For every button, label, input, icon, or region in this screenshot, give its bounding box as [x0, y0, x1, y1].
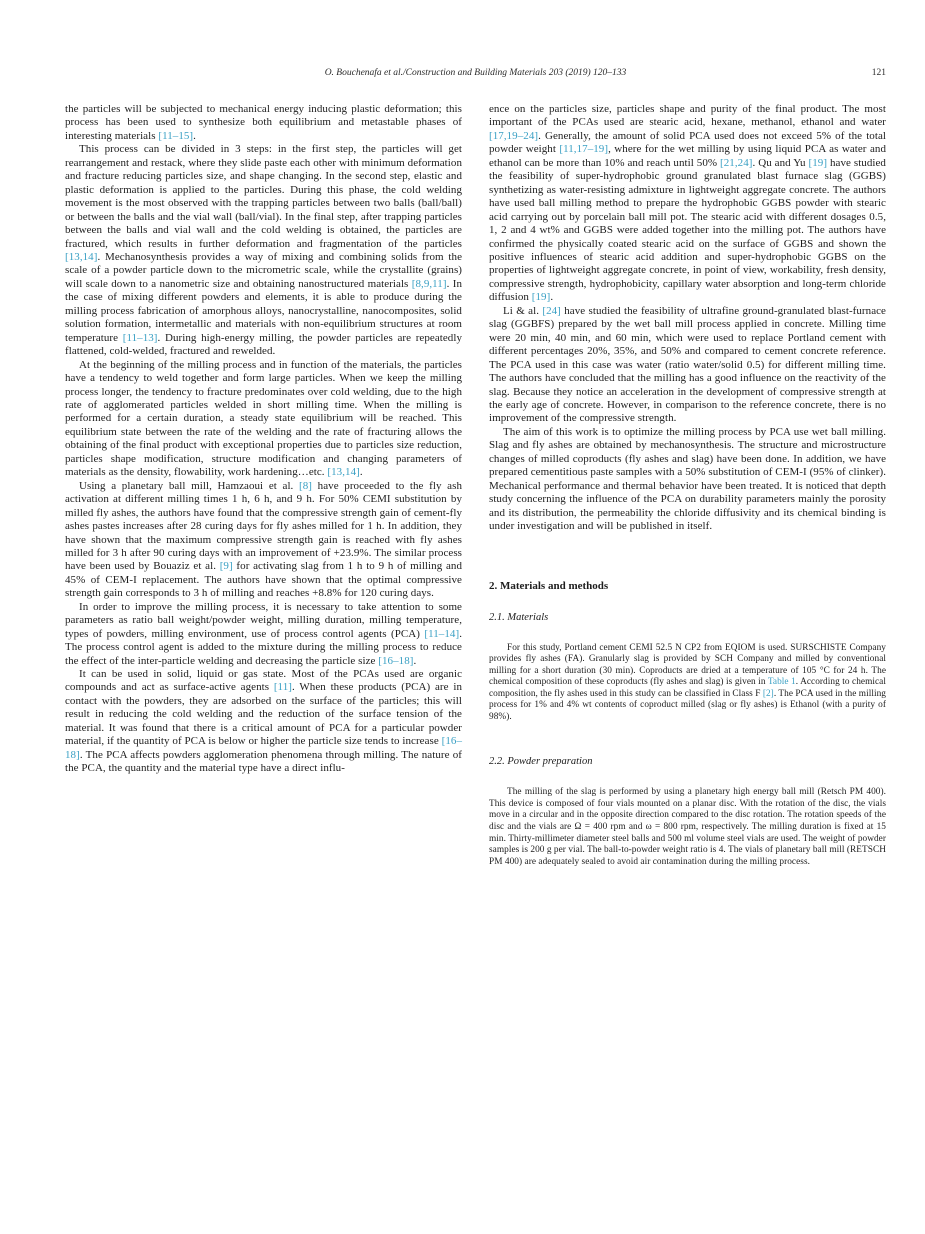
citation-link[interactable]: [16–18]	[378, 654, 414, 667]
paragraph: the particles will be subjected to mechanical energy inducing plastic deformation; this process has been used to synthesize both equilibrium and metastable phases of interesting materials [11–15].	[65, 103, 462, 142]
page-number: 121	[871, 68, 886, 78]
citation-link[interactable]: [8]	[299, 479, 312, 492]
citation-link[interactable]: [17,19–24]	[489, 129, 539, 142]
citation-link[interactable]: [16–18]	[65, 735, 462, 761]
citation-link[interactable]: [11,17–19]	[559, 143, 609, 156]
paragraph: The milling of the slag is performed by using a planetary high energy ball mill (Retsch PM 400). This device is composed of four vials mounted on a planar disc. With the rotation of the disc, the vials move in a circular and in the opposite direction compared to the disc rotation. The rotation speeds of the disc and the vials are Ω = 400 rpm and ω = 800 rpm, respectively. The milling duration is fixed at 15 min. Thirty-millimeter diameter steel balls and 500 ml volume steel vials are used. The weight of powder samples is 200 g per vial. The ball-to-powder weight ratio is 4. The vials of planetary ball mill (RETSCH PM 400) are adequately sealed to avoid air contamination during the milling process.	[489, 787, 886, 867]
citation-link[interactable]: [11]	[273, 681, 292, 694]
citation-link[interactable]: [8,9,11]	[411, 277, 447, 290]
citation-link[interactable]: [24]	[542, 304, 561, 317]
citation-link[interactable]: [9]	[219, 560, 233, 573]
paragraph: This process can be divided in 3 steps: in the first step, the particles will get rearrangement and restack, where they slide paste each other with minimum deformation and fracture reducing particles size, and shape changing. In the second step, elastic and plastic deformation is applied to the particles. During this phase, the cold welding movement is the most observed with the trapping particles between two balls (ball/ball) or between the balls and the vial wall (ball/vial). In the final step, after trapping particles between the balls and vial wall and the cold welding is obtained, the particles are fractured, which results in further deformation and fragmentation of the particles [13,14]. Mechanosynthesis provides a way of mixing and combining solids from the scale of a powder particle down to the micrometric scale, while the crystallite (grains) will scale down to a nanometric size and obtaining nanostructured materials [8,9,11]. In the case of mixing different powders and elements, it is able to produce during the milling process fabrication of amorphous alloys, nanocrystalline, nanocomposites, solid solution formation, intermetallic and materials with non-equilibrium structures at room temperature [11–13]. During high-energy milling, the powder particles are repeatedly flattened, cold-welded, fractured and rewelded.	[65, 143, 463, 358]
paragraph: It can be used in solid, liquid or gas state. Most of the PCAs used are organic compounds and act as surface-active agents [11]. When these products (PCA) are in contact with the powders, they are adsorbed on the surface of the particles; this will result in reducing the cold welding and the reduction of the surface tension of the material. It was found that there is a critical amount of PCA for a particular powder material, if the quantity of PCA is below or higher the particle size tends to increase [16–18]. The PCA affects powders agglomeration phenomena through milling. The nature of the PCA, the quantity and the material type have a direct influ-	[65, 668, 462, 775]
citation-link[interactable]: [11–13]	[122, 331, 158, 344]
content-columns	[65, 103, 886, 868]
citation-link[interactable]: [2]	[762, 688, 774, 699]
citation-link[interactable]: [19]	[808, 156, 828, 169]
left-column	[65, 103, 462, 868]
right-column	[489, 103, 886, 868]
paragraph: For this study, Portland cement CEMI 52.5 N CP2 from EQIOM is used. SURSCHISTE Company provides fly ashes (FA). Granularly slag is provided by SCH Company and milled by conventional milling for a short duration (30 min). Coproducts are dried at a temperature of 105 °C for 24 h. The chemical composition of these coproducts (fly ashes and slag) is given in Table 1. According to chemical composition, the fly ashes used in this study can be classified in Class F [2]. The PCA used in the milling process for 1% and 4% wt contents of coproduct milled (slag or fly ashes) is Ethanol (with a purity of 98%).	[489, 642, 886, 722]
citation-link[interactable]: [11–15]	[158, 129, 194, 142]
paragraph: Li & al. [24] have studied the feasibility of ultrafine ground-granulated blast-furnace slag (GGBFS) prepared by the wet ball mill process applied in concrete. Milling time were 20 min, 40 min, and 60 min, which were used to replace Portland cement with different percentages 20%, 35%, and 50% and compared to cement concrete reference. The PCA used in this case was water (ratio water/solid 0.5) for different milling time. The authors have concluded that the milling has a good influence on the reactivity of the slag. Because they notice an acceleration in the development of compressive strength at the early age of concrete. However, in comparison to the reference concrete, there is no improvement of the compressive strength.	[489, 304, 886, 425]
materials-paragraphs	[489, 643, 886, 724]
citation-link[interactable]: [11–14]	[424, 627, 460, 640]
subsection-heading-materials: 2.1. Materials	[489, 611, 549, 623]
citation-link[interactable]: [19]	[531, 291, 551, 304]
paragraph: In order to improve the milling process, it is necessary to take attention to some parameters as ratio ball weight/powder weight, milling duration, milling temperature, types of powders, milling environment, use of process control agents (PCA) [11–14]. The process control agent is added to the mixture during the milling process to reduce the effect of the inter-particle welding and decreasing the particle size [16–18].	[65, 600, 462, 667]
powder-preparation-paragraphs	[489, 787, 886, 868]
citation-link[interactable]: [13,14]	[65, 250, 98, 263]
paragraph: At the beginning of the milling process and in function of the materials, the particles have a tendency to weld together and form large particles. When we keep the milling process longer, the tendency to fracture predominates over cold welding, due to the high rate of agglomerated particles welded in short milling time. When the milling is performed for a certain duration, a steady state equilibrium will be reached. This equilibrium state between the rate of the welding and the rate of fracturing allows the obtaining of the final product with exceptional properties due to particles size reduction, particles shape modification, structure modification and changing parameters of materials as the density, flowability, work hardening…etc. [13,14].	[65, 358, 462, 479]
paragraph: Using a planetary ball mill, Hamzaoui et al. [8] have proceeded to the fly ash activation at different milling times 1 h, 6 h, and 9 h. For 50% CEMI substitution by milled fly ashes, the authors have found that the compressive strength gain of cement-fly ashes pastes increases after 28 curing days for fly ashes milled for 1 h. In addition, they have shown that the maximum compressive strength gain is reached with fly ashes milled for 3 h after 90 curing days with an improvement of +23.9%. The similar process have been used by Bouaziz et al. [9] for activating slag from 1 h to 9 h of milling and 45% of CEM-I replacement. The authors have shown that the optimal compressive strength gain corresponds to 3 h of milling and reaches +8.8% for 120 curing days.	[65, 479, 462, 600]
right-column-body	[489, 103, 886, 534]
paragraph: ence on the particles size, particles shape and purity of the final product. The most important of the PCAs used are stearic acid, hexane, methanol, ethanol and water [17,19–24]. Generally, the amount of solid PCA used does not exceed 5% of the total powder weight [11,17–19], where for the wet milling by using liquid PCA as water and ethanol can be more than 10% and reach until 50% [21,24]. Qu and Yu [19] have studied the feasibility of super-hydrophobic ground granulated blast furnace slag (GGBS) synthetizing as water-resisting admixture in lightweight aggregate concrete. The authors have used ball milling method to prepare the hydrophobic GGBS powder with stearic acid carrying out by porcelain ball mill pot. The stearic acid with different dosages 0.5, 1, 2 and 4 wt% and GGBS were added together into the milling pot. The authors have confirmed the physically coated stearic acid on the surface of GGBS and shown the positive influences of stearic acid addition and super-hydrophobic GGBS on the properties of lightweight aggregate concrete, in point of view, workability, fresh density, compressive strength, hydrophobicity, capillary water absorption and long-term chloride diffusion [19].	[489, 103, 886, 304]
citation-link[interactable]: [13,14]	[327, 466, 360, 479]
citation-link[interactable]: Table 1	[767, 677, 796, 688]
page-header	[65, 68, 886, 82]
running-title: O. Bouchenafa et al./Construction and Building Materials 203 (2019) 120–133	[324, 68, 627, 78]
paragraph: The aim of this work is to optimize the milling process by PCA use wet ball milling. Slag and fly ashes are obtained by mechanosynthesis. The structure and microstructure changes of milled coproducts (fly ashes and slag) have been done. In addition, we have prepared cementitious paste samples with a 50% substitution of CEM-I (95% of clinker). Mechanical performance and thermal behavior have been treated. It is noticed that depth study concerning the influence of the PCA on durability parameters mainly the porosity and its distribution, the permeability the chloride diffusivity and its chemical binding is under investigation and will be published in itself.	[489, 425, 886, 533]
subsection-heading-powder-preparation: 2.2. Powder preparation	[489, 756, 593, 768]
section-heading-materials-and-methods: 2. Materials and methods	[489, 579, 609, 592]
citation-link[interactable]: [21,24]	[720, 156, 753, 169]
